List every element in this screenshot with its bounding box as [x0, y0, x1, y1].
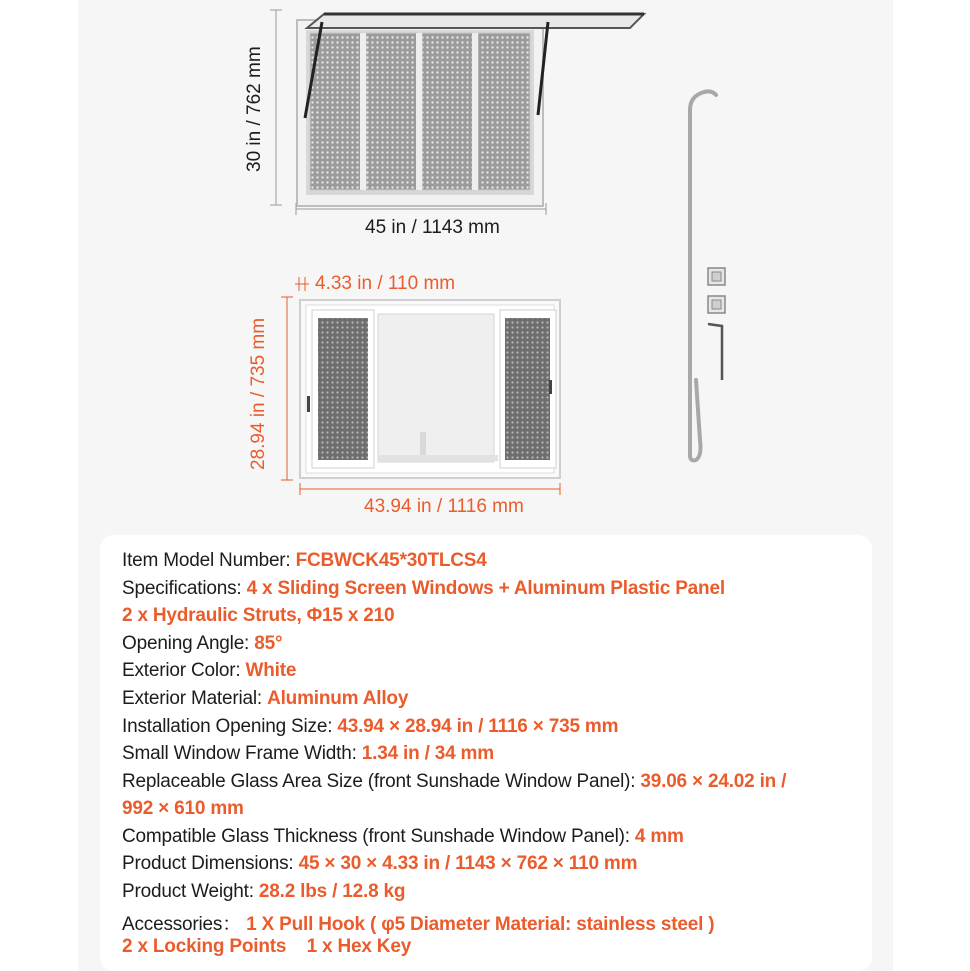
- accessories-illustration: [690, 91, 725, 460]
- spec-value: 85°: [254, 633, 283, 654]
- spec-value: 992 × 610 mm: [122, 798, 244, 819]
- spec-line-frame-width: [122, 743, 494, 765]
- spec-label: Item Model Number:: [122, 550, 296, 571]
- spec-value: 39.06 × 24.02 in /: [640, 771, 787, 792]
- spec-label: Small Window Frame Width:: [122, 743, 362, 764]
- spec-label: Compatible Glass Thickness (front Sunshade Window Panel):: [122, 826, 635, 847]
- spec-value: White: [245, 660, 297, 681]
- spec-label: Exterior Color:: [122, 660, 246, 681]
- spec-label: Product Weight:: [122, 881, 259, 902]
- spec-line-glass-area-mm: [122, 798, 244, 820]
- depth-label: 4.33 in / 110 mm: [315, 273, 456, 294]
- spec-line-product-dimensions: [122, 853, 637, 875]
- spec-label: Replaceable Glass Area Size (front Sunshade Window Panel):: [122, 771, 641, 792]
- spec-value: 2 x Hydraulic Struts, Φ15 x 210: [122, 605, 395, 626]
- spec-line-accessories: [122, 909, 714, 936]
- spec-value: 45 × 30 × 4.33 in / 1143 × 762 × 110 mm: [298, 853, 638, 874]
- bottom-width-label: 43.94 in / 1116 mm: [364, 496, 524, 517]
- top-height-label: 30 in / 762 mm: [244, 46, 265, 172]
- spec-line-accessories-2: [122, 936, 411, 958]
- spec-value: Aluminum Alloy: [267, 688, 409, 709]
- spec-value: 1 X Pull Hook ( φ5 Diameter Material: stainless steel ): [241, 914, 715, 935]
- bottom-window-illustration: [281, 277, 560, 495]
- spec-line-glass-area: [122, 771, 786, 793]
- spec-value: 2 x Locking Points 1 x Hex Key: [122, 936, 412, 957]
- spec-line-exterior-color: [122, 660, 296, 682]
- spec-value: 4 mm: [634, 826, 684, 847]
- spec-line-opening-angle: [122, 633, 282, 655]
- spec-line-struts: [122, 605, 394, 627]
- spec-value: 43.94 × 28.94 in / 1116 × 735 mm: [337, 716, 619, 737]
- spec-label: Specifications:: [122, 578, 247, 599]
- bottom-height-label: 28.94 in / 735 mm: [248, 317, 269, 470]
- top-width-label: 45 in / 1143 mm: [365, 217, 500, 238]
- spec-line-model: [122, 550, 487, 572]
- spec-label: Product Dimensions:: [122, 853, 299, 874]
- spec-value: 28.2 lbs / 12.8 kg: [258, 881, 406, 902]
- spec-label: Accessories：: [122, 914, 242, 935]
- spec-label: Installation Opening Size:: [122, 716, 338, 737]
- spec-label: Opening Angle:: [122, 633, 255, 654]
- spec-value: 1.34 in / 34 mm: [361, 743, 494, 764]
- top-window-illustration: [270, 10, 644, 215]
- spec-line-installation-opening: [122, 716, 618, 738]
- spec-line-product-weight: [122, 881, 405, 903]
- spec-line-specifications: [122, 578, 725, 600]
- spec-value: 4 x Sliding Screen Windows + Aluminum Plastic Panel: [246, 578, 725, 599]
- spec-value: FCBWCK45*30TLCS4: [295, 550, 487, 571]
- spec-label: Exterior Material:: [122, 688, 268, 709]
- spec-line-glass-thickness: [122, 826, 684, 848]
- spec-line-exterior-material: [122, 688, 408, 710]
